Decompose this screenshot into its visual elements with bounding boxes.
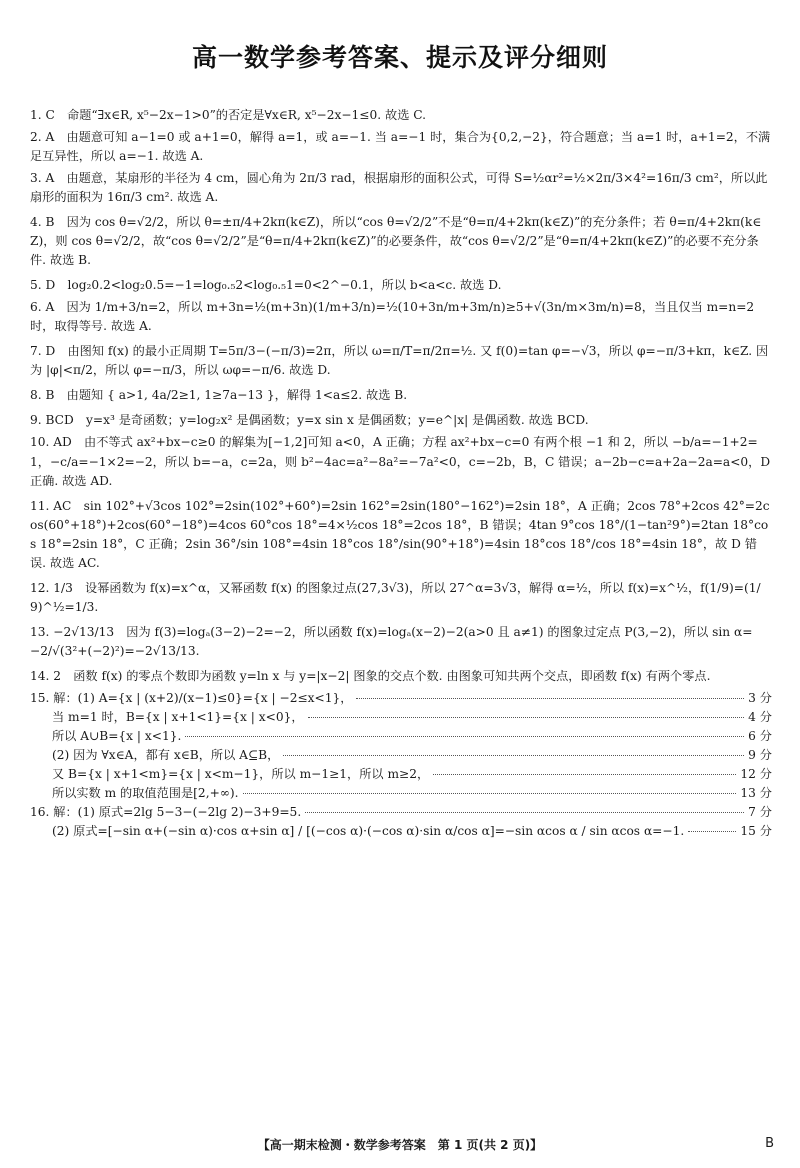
step-points: 13 分 (740, 786, 772, 800)
answer-12: 12. 1/3 设幂函数为 f(x)=x^α，又幂函数 f(x) 的图象过点(27,3√3)，所以 27^α=3√3，解得 α=½，所以 f(x)=x^½，f(1/9)=(1/9)^½=1/3. (30, 580, 761, 614)
step-text: 所以 A∪B={x | x<1}. (52, 728, 182, 743)
version-mark: B (765, 1136, 774, 1151)
step-points: 12 分 (740, 766, 772, 781)
answer-6: 6. A 因为 1/m+3/n=2，所以 m+3n=½(m+3n)(1/m+3/n)=½(10+3n/m+3m/n)≥5+√(3n/m×3m/n)=8，当且仅当 m=n=2 时，取得等号. 故选 A. (30, 300, 755, 334)
step-text: 15. 解：(1) A={x | (x+2)/(x−1)≤0}={x | −2≤x<1}， (30, 690, 353, 705)
step-text: 当 m=1 时，B={x | x+1<1}={x | x<0}， (52, 709, 304, 724)
score-line (30, 765, 772, 784)
step-points: 15 分 (740, 824, 772, 839)
leader-dots (688, 831, 736, 832)
answer-16 (30, 803, 772, 841)
step-text: (2) 原式=[−sin α+(−sin α)·cos α+sin α] / [(−cos α)·(−cos α)·sin α/cos α]=−sin αcos α / sin αcos α=−1. (52, 824, 685, 839)
answer-15 (30, 689, 772, 803)
score-line (30, 689, 772, 708)
answer-1: 1. C 命题“∃x∈R, x⁵−2x−1>0”的否定是∀x∈R, x⁵−2x−1≤0. 故选 C. (30, 108, 427, 122)
answer-list (30, 106, 772, 841)
step-points: 9 分 (748, 747, 772, 762)
leader-dots (185, 736, 744, 737)
answer-4: 4. B 因为 cos θ=√2/2，所以 θ=±π/4+2kπ(k∈Z)，所以“cos θ=√2/2”不是“θ=π/4+2kπ(k∈Z)”的充分条件；若 θ=π/4+2kπ(k∈Z)，则 cos θ=√2/2，故“cos θ=√2/2”是“θ=π/4+2kπ(k∈Z)”的必要条件，故“cos θ=√2/2”是“θ=π/4+2kπ(k∈Z)”的必要不充分条件. 故选 B. (30, 215, 762, 268)
leader-dots (305, 812, 744, 813)
answer-5: 5. D log₂0.2<log₂0.5=−1=log₀.₅2<log₀.₅1=0<2^−0.1，所以 b<a<c. 故选 D. (30, 278, 502, 293)
answer-10: 10. AD 由不等式 ax²+bx−c≥0 的解集为[−1,2]可知 a<0，A 正确；方程 ax²+bx−c=0 有两个根 −1 和 2，所以 −b/a=−1+2=1，−c/a=−1×2=−2，所以 b=−a，c=2a，则 b²−4ac=a²−8a²=−7a²<0，c=−2b，B，C 错误；a−2b−c=a+2a−2a=a<0，D 正确. 故选 AD. (30, 435, 771, 488)
step-text: 所以实数 m 的取值范围是[2,+∞). (52, 786, 239, 800)
answer-9: 9. BCD y=x³ 是奇函数；y=log₂x² 是偶函数；y=x sin x 是偶函数；y=e^|x| 是偶函数. 故选 BCD. (30, 413, 589, 428)
leader-dots (283, 755, 744, 756)
answer-14: 14. 2 函数 f(x) 的零点个数即为函数 y=ln x 与 y=|x−2| 图象的交点个数. 由图象可知共两个交点，即函数 f(x) 有两个零点. (30, 668, 711, 683)
score-line (30, 784, 772, 803)
answer-3: 3. A 由题意，某扇形的半径为 4 cm，圆心角为 2π/3 rad，根据扇形的面积公式，可得 S=½αr²=½×2π/3×4²=16π/3 cm²，所以此扇形的面积为 16π/3 cm². 故选 A. (30, 171, 768, 205)
score-line (30, 822, 772, 841)
leader-dots (356, 698, 744, 699)
score-line (30, 727, 772, 746)
page-footer: 【高一期末检测・数学参考答案 第 1 页(共 2 页)】 (257, 1138, 543, 1152)
leader-dots (433, 774, 736, 775)
step-points: 6 分 (748, 728, 772, 743)
step-text: (2) 因为 ∀x∈A，都有 x∈B，所以 A⊆B， (52, 747, 280, 762)
step-text: 又 B={x | x+1<m}={x | x<m−1}，所以 m−1≥1，所以 m≥2， (52, 766, 430, 781)
answer-7: 7. D 由图知 f(x) 的最小正周期 T=5π/3−(−π/3)=2π，所以 ω=π/T=π/2π=½. 又 f(0)=tan φ=−√3，所以 φ=−π/3+kπ，k∈Z. 因为 |φ|<π/2，所以 φ=−π/3，所以 ωφ=−π/6. 故选 D. (30, 344, 769, 378)
score-line (30, 746, 772, 765)
answer-11: 11. AC sin 102°+√3cos 102°=2sin(102°+60°)=2sin 162°=2sin(180°−162°)=2sin 18°，A 正确；2cos 78°+2cos 42°=2cos(60°+18°)+2cos(60°−18°)=4cos 60°cos 18°=4×½cos 18°=2cos 18°，B 错误；4tan 9°cos 18°/(1−tan²9°)=2tan 18°cos 18°=2sin 18°，C 正确；2sin 36°/sin 108°=4sin 18°cos 18°/sin(90°+18°)=4sin 18°cos 18°/cos 18°=4sin 18°，故 D 错误. 故选 AC. (30, 498, 770, 570)
page-title: 高一数学参考答案、提示及评分细则 (191, 43, 608, 72)
leader-dots (308, 717, 745, 718)
answer-2: 2. A 由题意可知 a−1=0 或 a+1=0，解得 a=1，或 a=−1. 当 a=−1 时，集合为{0,2,−2}，符合题意；当 a=1 时，a+1=2，不满足互异性，所以 a=−1. 故选 A. (30, 130, 771, 164)
step-points: 4 分 (748, 709, 772, 724)
step-text: 16. 解：(1) 原式=2lg 5−3−(−2lg 2)−3+9=5. (30, 805, 302, 820)
score-line (30, 803, 772, 822)
answer-8: 8. B 由题知 { a>1, 4a/2≥1, 1≥7a−13 }，解得 1<a≤2. 故选 B. (30, 388, 408, 403)
step-points: 3 分 (748, 690, 772, 705)
leader-dots (243, 793, 737, 794)
answer-13: 13. −2√13/13 因为 f(3)=logₐ(3−2)−2=−2，所以函数 f(x)=logₐ(x−2)−2(a>0 且 a≠1) 的图象过定点 P(3,−2)，所以 sin α=−2/√(3²+(−2)²)=−2√13/13. (30, 624, 753, 658)
step-points: 7 分 (748, 805, 772, 820)
score-line (30, 708, 772, 727)
